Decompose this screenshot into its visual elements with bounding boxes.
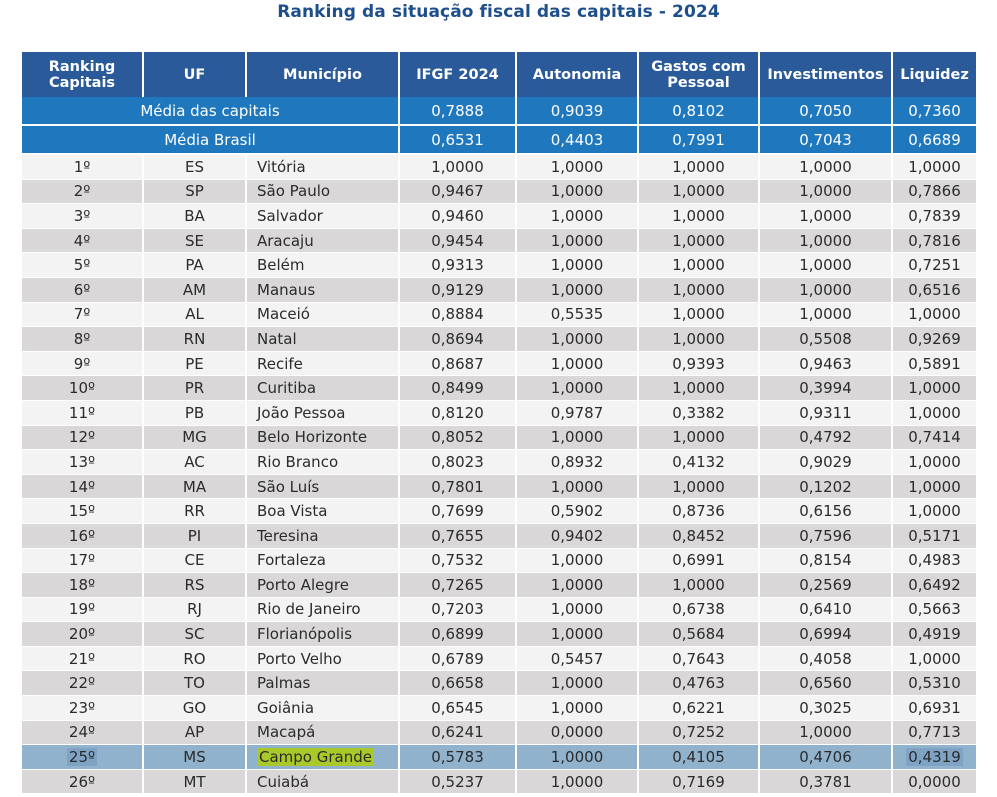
municipio-cell: Macapá — [246, 720, 399, 745]
liquidez-cell: 0,7713 — [892, 720, 977, 745]
municipio-cell: Goiânia — [246, 696, 399, 721]
ifgf-cell: 0,8120 — [399, 400, 516, 425]
rank-cell: 8º — [22, 327, 143, 352]
table-row — [22, 204, 977, 229]
uf-cell: RO — [143, 646, 246, 671]
rank-cell: 14º — [22, 474, 143, 499]
liquidez-cell: 0,6516 — [892, 277, 977, 302]
gastos-cell: 0,7252 — [638, 720, 759, 745]
average-value: 0,7888 — [399, 97, 516, 125]
autonomia-cell: 1,0000 — [516, 474, 638, 499]
ifgf-cell: 0,6545 — [399, 696, 516, 721]
ifgf-cell: 0,5237 — [399, 769, 516, 794]
table-row — [22, 696, 977, 721]
ranking-table — [22, 52, 978, 794]
ifgf-cell: 1,0000 — [399, 154, 516, 179]
autonomia-cell: 1,0000 — [516, 327, 638, 352]
autonomia-cell: 1,0000 — [516, 425, 638, 450]
investimentos-cell: 0,3994 — [759, 376, 892, 401]
rank-cell: 5º — [22, 253, 143, 278]
uf-cell: MS — [143, 745, 246, 770]
investimentos-cell: 0,3781 — [759, 769, 892, 794]
rank-cell: 4º — [22, 228, 143, 253]
municipio-cell-highlight: Campo Grande — [259, 748, 372, 767]
table-row — [22, 228, 977, 253]
ifgf-cell: 0,6899 — [399, 622, 516, 647]
investimentos-cell: 0,7596 — [759, 523, 892, 548]
average-label: Média Brasil — [22, 125, 399, 154]
table-row — [22, 769, 977, 794]
table-row — [22, 548, 977, 573]
rank-cell: 24º — [22, 720, 143, 745]
header-uf: UF — [143, 52, 246, 97]
uf-cell: CE — [143, 548, 246, 573]
table-row — [22, 499, 977, 524]
investimentos-cell: 1,0000 — [759, 253, 892, 278]
ifgf-cell: 0,9460 — [399, 204, 516, 229]
municipio-cell: Porto Alegre — [246, 573, 399, 598]
ifgf-cell: 0,7801 — [399, 474, 516, 499]
municipio-cell: São Paulo — [246, 179, 399, 204]
investimentos-cell: 1,0000 — [759, 154, 892, 179]
municipio-cell: Curitiba — [246, 376, 399, 401]
autonomia-cell: 0,0000 — [516, 720, 638, 745]
municipio-cell: Palmas — [246, 671, 399, 696]
gastos-cell: 1,0000 — [638, 474, 759, 499]
autonomia-cell: 1,0000 — [516, 204, 638, 229]
liquidez-cell: 0,5310 — [892, 671, 977, 696]
liquidez-cell: 0,5663 — [892, 597, 977, 622]
autonomia-cell: 1,0000 — [516, 696, 638, 721]
average-value: 0,7043 — [759, 125, 892, 154]
investimentos-cell: 0,6560 — [759, 671, 892, 696]
municipio-cell: São Luís — [246, 474, 399, 499]
header-autonomia: Autonomia — [516, 52, 638, 97]
liquidez-cell: 0,5171 — [892, 523, 977, 548]
liquidez-cell: 0,7816 — [892, 228, 977, 253]
liquidez-cell-highlight: 0,4319 — [908, 748, 961, 767]
autonomia-cell: 1,0000 — [516, 573, 638, 598]
uf-cell: TO — [143, 671, 246, 696]
uf-cell: RR — [143, 499, 246, 524]
gastos-cell: 1,0000 — [638, 179, 759, 204]
uf-cell: PB — [143, 400, 246, 425]
table-row — [22, 327, 977, 352]
municipio-cell: Cuiabá — [246, 769, 399, 794]
gastos-cell: 1,0000 — [638, 154, 759, 179]
autonomia-cell: 0,9402 — [516, 523, 638, 548]
ifgf-cell: 0,7699 — [399, 499, 516, 524]
ifgf-cell: 0,8884 — [399, 302, 516, 327]
gastos-cell: 0,4132 — [638, 450, 759, 475]
gastos-cell: 1,0000 — [638, 302, 759, 327]
gastos-cell: 0,6738 — [638, 597, 759, 622]
uf-cell: RS — [143, 573, 246, 598]
average-value: 0,4403 — [516, 125, 638, 154]
investimentos-cell: 0,2569 — [759, 573, 892, 598]
investimentos-cell: 0,1202 — [759, 474, 892, 499]
rank-cell: 19º — [22, 597, 143, 622]
ifgf-cell: 0,8023 — [399, 450, 516, 475]
rank-cell: 18º — [22, 573, 143, 598]
rank-cell: 26º — [22, 769, 143, 794]
rank-cell: 15º — [22, 499, 143, 524]
table-row — [22, 376, 977, 401]
average-value: 0,7360 — [892, 97, 977, 125]
ifgf-cell: 0,7655 — [399, 523, 516, 548]
rank-cell: 23º — [22, 696, 143, 721]
investimentos-cell: 0,9311 — [759, 400, 892, 425]
uf-cell: AL — [143, 302, 246, 327]
autonomia-cell: 1,0000 — [516, 154, 638, 179]
uf-cell: RN — [143, 327, 246, 352]
gastos-cell: 1,0000 — [638, 376, 759, 401]
uf-cell: PE — [143, 351, 246, 376]
gastos-cell: 1,0000 — [638, 204, 759, 229]
gastos-cell: 0,9393 — [638, 351, 759, 376]
autonomia-cell: 1,0000 — [516, 769, 638, 794]
rank-cell: 20º — [22, 622, 143, 647]
gastos-cell: 0,6221 — [638, 696, 759, 721]
municipio-cell: João Pessoa — [246, 400, 399, 425]
gastos-cell: 0,4105 — [638, 745, 759, 770]
ifgf-cell: 0,8052 — [399, 425, 516, 450]
ifgf-cell: 0,9454 — [399, 228, 516, 253]
uf-cell: SP — [143, 179, 246, 204]
average-value: 0,6689 — [892, 125, 977, 154]
liquidez-cell: 1,0000 — [892, 474, 977, 499]
autonomia-cell: 0,9787 — [516, 400, 638, 425]
autonomia-cell: 0,5902 — [516, 499, 638, 524]
ifgf-cell: 0,9129 — [399, 277, 516, 302]
gastos-cell: 1,0000 — [638, 253, 759, 278]
ifgf-cell: 0,5783 — [399, 745, 516, 770]
municipio-cell — [246, 745, 399, 770]
table-row — [22, 351, 977, 376]
ifgf-cell: 0,7265 — [399, 573, 516, 598]
municipio-cell: Florianópolis — [246, 622, 399, 647]
investimentos-cell: 0,4058 — [759, 646, 892, 671]
investimentos-cell: 1,0000 — [759, 277, 892, 302]
gastos-cell: 1,0000 — [638, 425, 759, 450]
municipio-cell: Rio Branco — [246, 450, 399, 475]
header-investimentos: Investimentos — [759, 52, 892, 97]
header-gastos-pessoal: Gastos com Pessoal — [638, 52, 759, 97]
investimentos-cell: 1,0000 — [759, 228, 892, 253]
autonomia-cell: 0,8932 — [516, 450, 638, 475]
uf-cell: PI — [143, 523, 246, 548]
average-value: 0,7050 — [759, 97, 892, 125]
table-row — [22, 720, 977, 745]
uf-cell: MT — [143, 769, 246, 794]
header-liquidez: Liquidez — [892, 52, 977, 97]
header-ifgf: IFGF 2024 — [399, 52, 516, 97]
liquidez-cell: 0,6931 — [892, 696, 977, 721]
liquidez-cell: 1,0000 — [892, 450, 977, 475]
ifgf-cell: 0,9313 — [399, 253, 516, 278]
table-row — [22, 622, 977, 647]
autonomia-cell: 1,0000 — [516, 622, 638, 647]
uf-cell: ES — [143, 154, 246, 179]
liquidez-cell: 0,0000 — [892, 769, 977, 794]
average-value: 0,8102 — [638, 97, 759, 125]
investimentos-cell: 0,4706 — [759, 745, 892, 770]
liquidez-cell: 0,7251 — [892, 253, 977, 278]
gastos-cell: 0,8736 — [638, 499, 759, 524]
rank-cell: 7º — [22, 302, 143, 327]
uf-cell: AC — [143, 450, 246, 475]
gastos-cell: 0,7169 — [638, 769, 759, 794]
table-row — [22, 597, 977, 622]
investimentos-cell: 1,0000 — [759, 204, 892, 229]
rank-cell: 16º — [22, 523, 143, 548]
average-value: 0,6531 — [399, 125, 516, 154]
gastos-cell: 0,7643 — [638, 646, 759, 671]
municipio-cell: Manaus — [246, 277, 399, 302]
autonomia-cell: 1,0000 — [516, 179, 638, 204]
municipio-cell: Belo Horizonte — [246, 425, 399, 450]
table-row — [22, 302, 977, 327]
average-label: Média das capitais — [22, 97, 399, 125]
municipio-cell: Maceió — [246, 302, 399, 327]
liquidez-cell: 0,7839 — [892, 204, 977, 229]
rank-cell: 13º — [22, 450, 143, 475]
investimentos-cell: 0,8154 — [759, 548, 892, 573]
liquidez-cell: 1,0000 — [892, 400, 977, 425]
table-row — [22, 154, 977, 179]
investimentos-cell: 0,6156 — [759, 499, 892, 524]
municipio-cell: Vitória — [246, 154, 399, 179]
uf-cell: AP — [143, 720, 246, 745]
uf-cell: SC — [143, 622, 246, 647]
autonomia-cell: 1,0000 — [516, 376, 638, 401]
header-row — [22, 52, 977, 97]
uf-cell: RJ — [143, 597, 246, 622]
investimentos-cell: 0,6994 — [759, 622, 892, 647]
investimentos-cell: 0,6410 — [759, 597, 892, 622]
investimentos-cell: 1,0000 — [759, 302, 892, 327]
rank-cell — [22, 745, 143, 770]
header-municipio: Município — [246, 52, 399, 97]
municipio-cell: Boa Vista — [246, 499, 399, 524]
rank-cell: 21º — [22, 646, 143, 671]
autonomia-cell: 0,5457 — [516, 646, 638, 671]
ifgf-cell: 0,8694 — [399, 327, 516, 352]
investimentos-cell: 0,4792 — [759, 425, 892, 450]
table-row — [22, 671, 977, 696]
average-value: 0,7991 — [638, 125, 759, 154]
uf-cell: PR — [143, 376, 246, 401]
municipio-cell: Salvador — [246, 204, 399, 229]
table-row — [22, 646, 977, 671]
gastos-cell: 1,0000 — [638, 228, 759, 253]
gastos-cell: 0,6991 — [638, 548, 759, 573]
liquidez-cell: 0,4983 — [892, 548, 977, 573]
table-title: Ranking da situação fiscal das capitais - 2024 — [277, 2, 720, 22]
investimentos-cell: 0,9463 — [759, 351, 892, 376]
municipio-cell: Recife — [246, 351, 399, 376]
average-row-brasil — [22, 125, 977, 154]
liquidez-cell: 1,0000 — [892, 154, 977, 179]
table-row — [22, 253, 977, 278]
liquidez-cell: 1,0000 — [892, 499, 977, 524]
table-row — [22, 425, 977, 450]
autonomia-cell: 1,0000 — [516, 277, 638, 302]
ifgf-cell: 0,7203 — [399, 597, 516, 622]
ifgf-cell: 0,6241 — [399, 720, 516, 745]
municipio-cell: Teresina — [246, 523, 399, 548]
rank-cell: 2º — [22, 179, 143, 204]
rank-cell: 1º — [22, 154, 143, 179]
table-row — [22, 277, 977, 302]
table-row — [22, 179, 977, 204]
rank-cell: 10º — [22, 376, 143, 401]
gastos-cell: 0,3382 — [638, 400, 759, 425]
rank-cell: 9º — [22, 351, 143, 376]
rank-cell-highlight: 25º — [68, 748, 96, 767]
header-ranking: Ranking Capitais — [22, 52, 143, 97]
uf-cell: PA — [143, 253, 246, 278]
uf-cell: GO — [143, 696, 246, 721]
rank-cell: 17º — [22, 548, 143, 573]
investimentos-cell: 0,3025 — [759, 696, 892, 721]
uf-cell: SE — [143, 228, 246, 253]
ifgf-cell: 0,9467 — [399, 179, 516, 204]
municipio-cell: Fortaleza — [246, 548, 399, 573]
municipio-cell: Rio de Janeiro — [246, 597, 399, 622]
table-row — [22, 573, 977, 598]
gastos-cell: 0,4763 — [638, 671, 759, 696]
table-row — [22, 400, 977, 425]
municipio-cell: Aracaju — [246, 228, 399, 253]
average-row-capitais — [22, 97, 977, 125]
liquidez-cell — [892, 745, 977, 770]
ifgf-cell: 0,8687 — [399, 351, 516, 376]
autonomia-cell: 1,0000 — [516, 253, 638, 278]
liquidez-cell: 0,4919 — [892, 622, 977, 647]
average-value: 0,9039 — [516, 97, 638, 125]
investimentos-cell: 0,5508 — [759, 327, 892, 352]
autonomia-cell: 1,0000 — [516, 671, 638, 696]
municipio-cell: Natal — [246, 327, 399, 352]
table-row — [22, 450, 977, 475]
ifgf-cell: 0,7532 — [399, 548, 516, 573]
liquidez-cell: 0,6492 — [892, 573, 977, 598]
autonomia-cell: 1,0000 — [516, 745, 638, 770]
liquidez-cell: 1,0000 — [892, 302, 977, 327]
gastos-cell: 1,0000 — [638, 573, 759, 598]
investimentos-cell: 1,0000 — [759, 720, 892, 745]
rank-cell: 6º — [22, 277, 143, 302]
gastos-cell: 0,5684 — [638, 622, 759, 647]
gastos-cell: 1,0000 — [638, 327, 759, 352]
rank-cell: 12º — [22, 425, 143, 450]
ifgf-cell: 0,6658 — [399, 671, 516, 696]
gastos-cell: 0,8452 — [638, 523, 759, 548]
rank-cell: 22º — [22, 671, 143, 696]
uf-cell: MG — [143, 425, 246, 450]
liquidez-cell: 0,7414 — [892, 425, 977, 450]
municipio-cell: Porto Velho — [246, 646, 399, 671]
liquidez-cell: 0,5891 — [892, 351, 977, 376]
table-row — [22, 523, 977, 548]
autonomia-cell: 1,0000 — [516, 597, 638, 622]
autonomia-cell: 0,5535 — [516, 302, 638, 327]
municipio-cell: Belém — [246, 253, 399, 278]
autonomia-cell: 1,0000 — [516, 351, 638, 376]
autonomia-cell: 1,0000 — [516, 548, 638, 573]
investimentos-cell: 0,9029 — [759, 450, 892, 475]
table-row — [22, 474, 977, 499]
gastos-cell: 1,0000 — [638, 277, 759, 302]
autonomia-cell: 1,0000 — [516, 228, 638, 253]
investimentos-cell: 1,0000 — [759, 179, 892, 204]
liquidez-cell: 0,7866 — [892, 179, 977, 204]
ifgf-cell: 0,6789 — [399, 646, 516, 671]
uf-cell: AM — [143, 277, 246, 302]
uf-cell: BA — [143, 204, 246, 229]
rank-cell: 3º — [22, 204, 143, 229]
liquidez-cell: 0,9269 — [892, 327, 977, 352]
ifgf-cell: 0,8499 — [399, 376, 516, 401]
liquidez-cell: 1,0000 — [892, 646, 977, 671]
table-row-highlighted — [22, 745, 977, 770]
rank-cell: 11º — [22, 400, 143, 425]
liquidez-cell: 1,0000 — [892, 376, 977, 401]
uf-cell: MA — [143, 474, 246, 499]
